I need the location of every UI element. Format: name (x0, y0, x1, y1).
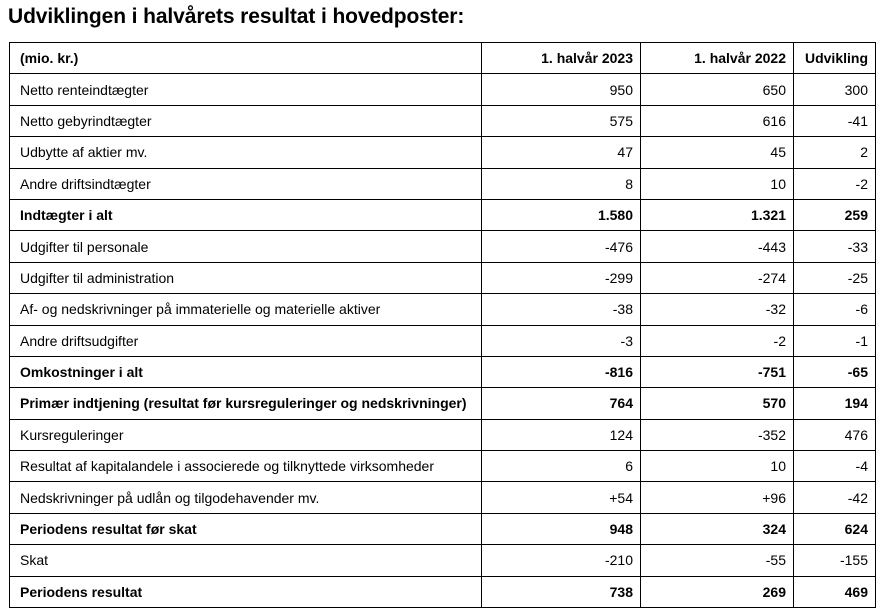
value-change: -1 (794, 325, 876, 356)
value-change: -25 (794, 262, 876, 293)
value-change: -155 (794, 545, 876, 576)
value-2022: -274 (641, 262, 794, 293)
value-2023: 6 (482, 451, 641, 482)
table-row (10, 513, 876, 544)
results-table (9, 42, 876, 608)
table-row (10, 137, 876, 168)
value-2022: +96 (641, 482, 794, 513)
row-label: Udbytte af aktier mv. (10, 137, 482, 168)
row-label: Resultat af kapitalandele i associerede og tilknyttede virksomheder (10, 451, 482, 482)
row-label: Andre driftsindtægter (10, 168, 482, 199)
value-2023: 575 (482, 105, 641, 136)
value-2023: 8 (482, 168, 641, 199)
header-col-change: Udvikling (794, 43, 876, 74)
table-row (10, 74, 876, 105)
value-change: -6 (794, 294, 876, 325)
value-2023: 1.580 (482, 199, 641, 230)
value-2022: 616 (641, 105, 794, 136)
value-change: 194 (794, 388, 876, 419)
value-2022: 650 (641, 74, 794, 105)
value-2022: 10 (641, 451, 794, 482)
value-2022: -32 (641, 294, 794, 325)
page-title: Udviklingen i halvårets resultat i hovedposter: (8, 5, 465, 28)
row-label: Omkostninger i alt (10, 356, 482, 387)
table-row (10, 419, 876, 450)
row-label: Nedskrivninger på udlån og tilgodehavender mv. (10, 482, 482, 513)
value-change: 259 (794, 199, 876, 230)
value-change: -42 (794, 482, 876, 513)
value-2023: -3 (482, 325, 641, 356)
value-change: -41 (794, 105, 876, 136)
table-row (10, 325, 876, 356)
row-label: Netto renteindtægter (10, 74, 482, 105)
value-2022: 10 (641, 168, 794, 199)
table-row (10, 545, 876, 576)
row-label: Skat (10, 545, 482, 576)
table-row (10, 168, 876, 199)
row-label: Netto gebyrindtægter (10, 105, 482, 136)
value-2022: 570 (641, 388, 794, 419)
table-row (10, 482, 876, 513)
value-2023: -210 (482, 545, 641, 576)
value-change: -2 (794, 168, 876, 199)
value-2022: -443 (641, 231, 794, 262)
value-change: -65 (794, 356, 876, 387)
value-2022: -751 (641, 356, 794, 387)
row-label: Kursreguleringer (10, 419, 482, 450)
table-row (10, 262, 876, 293)
row-label: Af- og nedskrivninger på immaterielle og materielle aktiver (10, 294, 482, 325)
row-label: Indtægter i alt (10, 199, 482, 230)
value-change: -4 (794, 451, 876, 482)
value-change: 300 (794, 74, 876, 105)
value-2023: 764 (482, 388, 641, 419)
value-2023: -38 (482, 294, 641, 325)
value-2023: 948 (482, 513, 641, 544)
table-header-row (10, 43, 876, 74)
table-row (10, 231, 876, 262)
value-2022: -2 (641, 325, 794, 356)
value-2022: -352 (641, 419, 794, 450)
value-2022: 324 (641, 513, 794, 544)
value-2023: -299 (482, 262, 641, 293)
value-2022: 45 (641, 137, 794, 168)
value-change: 476 (794, 419, 876, 450)
header-col-2022: 1. halvår 2022 (641, 43, 794, 74)
value-change: -33 (794, 231, 876, 262)
table-row (10, 576, 876, 607)
table-row (10, 356, 876, 387)
value-2023: -476 (482, 231, 641, 262)
row-label: Udgifter til administration (10, 262, 482, 293)
value-2023: 47 (482, 137, 641, 168)
row-label: Udgifter til personale (10, 231, 482, 262)
value-2022: 1.321 (641, 199, 794, 230)
value-2023: 738 (482, 576, 641, 607)
row-label: Periodens resultat (10, 576, 482, 607)
table-row (10, 294, 876, 325)
table-row (10, 105, 876, 136)
value-2022: -55 (641, 545, 794, 576)
row-label: Periodens resultat før skat (10, 513, 482, 544)
value-2023: 950 (482, 74, 641, 105)
row-label: Andre driftsudgifter (10, 325, 482, 356)
value-2023: +54 (482, 482, 641, 513)
value-change: 2 (794, 137, 876, 168)
table-row (10, 388, 876, 419)
header-col-2023: 1. halvår 2023 (482, 43, 641, 74)
value-change: 469 (794, 576, 876, 607)
table-row (10, 199, 876, 230)
value-2022: 269 (641, 576, 794, 607)
value-2023: 124 (482, 419, 641, 450)
table-row (10, 451, 876, 482)
value-change: 624 (794, 513, 876, 544)
header-label: (mio. kr.) (10, 43, 482, 74)
value-2023: -816 (482, 356, 641, 387)
row-label: Primær indtjening (resultat før kursreguleringer og nedskrivninger) (10, 388, 482, 419)
